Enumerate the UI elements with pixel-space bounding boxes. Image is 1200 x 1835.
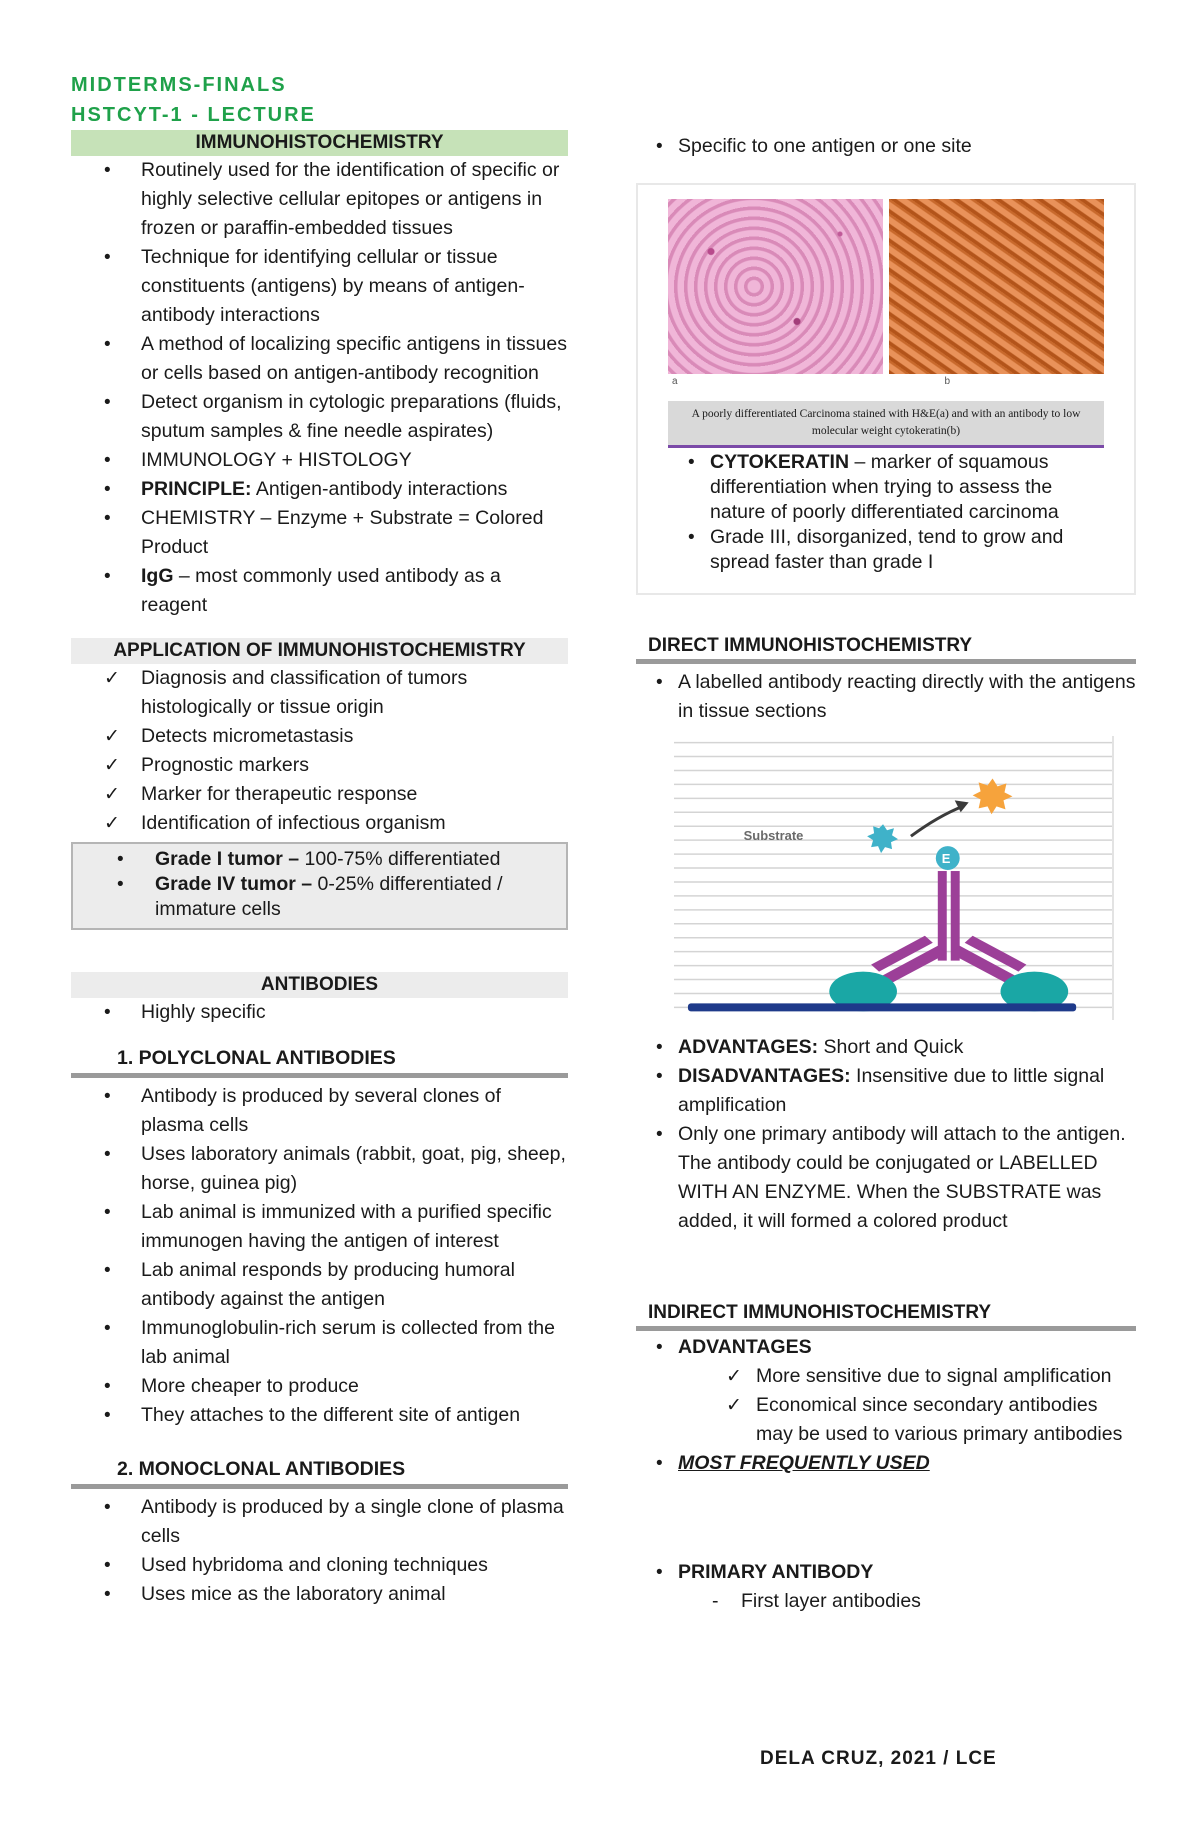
list-item: • Uses laboratory animals (rabbit, goat, pig, sheep, horse, guinea pig)	[71, 1140, 568, 1198]
cytokeratin-figure-box	[636, 183, 1136, 595]
list-item: • PRIMARY ANTIBODY	[636, 1558, 1136, 1587]
list-item: • Uses mice as the laboratory animal	[71, 1580, 568, 1609]
list-item: • More cheaper to produce	[71, 1372, 568, 1401]
list-item: • MOST FREQUENTLY USED	[636, 1449, 1136, 1478]
monoclonal-list	[71, 1493, 568, 1609]
right-column	[636, 130, 1136, 1616]
ihc-section-title: IMMUNOHISTOCHEMISTRY	[71, 130, 568, 156]
direct-ihc-title: DIRECT IMMUNOHISTOCHEMISTRY	[636, 633, 1136, 664]
list-item: • DISADVANTAGES: Insensitive due to little signal amplification	[636, 1062, 1136, 1120]
list-item: • Technique for identifying cellular or tissue constituents (antigens) by means of antigen-antibody interactions	[71, 243, 568, 330]
list-item: ✓ Identification of infectious organism	[71, 809, 568, 838]
indirect-advantages-sublist	[636, 1362, 1136, 1449]
list-item: • Specific to one antigen or one site	[636, 132, 1136, 161]
list-item: • CHEMISTRY – Enzyme + Substrate = Colored Product	[71, 504, 568, 562]
polyclonal-title: 1. POLYCLONAL ANTIBODIES	[71, 1041, 568, 1078]
antibodies-list	[71, 998, 568, 1027]
application-list	[71, 664, 568, 838]
figure-caption: A poorly differentiated Carcinoma stained with H&E(a) and with an antibody to low molecular weight cytokeratin(b)	[668, 401, 1104, 448]
direct-ihc-diagram	[674, 736, 1114, 1020]
list-item: ✓ Diagnosis and classification of tumors histologically or tissue origin	[71, 664, 568, 722]
left-column	[71, 130, 568, 1609]
panel-label-a: a	[672, 376, 678, 387]
list-item: • A labelled antibody reacting directly with the antigens in tissue sections	[636, 668, 1136, 726]
list-item: • Grade IV tumor – 0-25% differentiated / immature cells	[73, 872, 566, 922]
lecture-header: HSTCYT-1 - LECTURE	[71, 104, 316, 126]
list-item: • Highly specific	[71, 998, 568, 1027]
list-item: - First layer antibodies	[706, 1587, 1136, 1616]
antibodies-section-title: ANTIBODIES	[71, 972, 568, 998]
tumor-grade-box	[71, 842, 568, 930]
author-footer: DELA CRUZ, 2021 / LCE	[760, 1748, 997, 1769]
list-item: • Grade III, disorganized, tend to grow and spread faster than grade I	[668, 525, 1104, 575]
list-item: • Antibody is produced by several clones of plasma cells	[71, 1082, 568, 1140]
list-item: • Only one primary antibody will attach to the antigen. The antibody could be conjugated or LABELLED WITH AN ENZYME. When the SUBSTRATE was added, it will formed a colored product	[636, 1120, 1136, 1236]
list-item: • Routinely used for the identification of specific or highly selective cellular epitopes or antigens in frozen or paraffin-embedded tissues	[71, 156, 568, 243]
list-item: • ADVANTAGES	[636, 1333, 1136, 1362]
list-item: • ADVANTAGES: Short and Quick	[636, 1033, 1136, 1062]
list-item: • Lab animal responds by producing humoral antibody against the antigen	[71, 1256, 568, 1314]
list-item: ✓ Prognostic markers	[71, 751, 568, 780]
indirect-advantages-list	[636, 1333, 1136, 1362]
substrate-icon	[867, 824, 898, 853]
cytokeratin-list	[668, 450, 1104, 575]
list-item: ✓ More sensitive due to signal amplification	[706, 1362, 1136, 1391]
list-item: • Immunoglobulin-rich serum is collected from the lab animal	[71, 1314, 568, 1372]
antibody-icon	[871, 871, 1026, 987]
reaction-arrow	[911, 806, 963, 836]
list-item: ✓ Marker for therapeutic response	[71, 780, 568, 809]
list-item: • Antibody is produced by a single clone of plasma cells	[71, 1493, 568, 1551]
tissue-lines	[674, 743, 1112, 1008]
cytokeratin-stain-image	[889, 199, 1104, 374]
direct-intro-list	[636, 668, 1136, 726]
list-item: • They attaches to the different site of antigen	[71, 1401, 568, 1430]
substrate-label: Substrate	[743, 828, 804, 844]
he-stain-image	[668, 199, 883, 374]
tissue-micrograph	[668, 199, 1104, 374]
ihc-list	[71, 156, 568, 620]
most-used-list	[636, 1449, 1136, 1478]
enzyme-letter: E	[941, 851, 951, 867]
figure-panel-labels	[668, 374, 1104, 389]
polyclonal-list	[71, 1082, 568, 1430]
list-item: • A method of localizing specific antigens in tissues or cells based on antigen-antibody recognition	[71, 330, 568, 388]
list-item: • Lab animal is immunized with a purified specific immunogen having the antigen of interest	[71, 1198, 568, 1256]
tissue-section-bar	[688, 1003, 1076, 1011]
list-item: • Used hybridoma and cloning techniques	[71, 1551, 568, 1580]
list-item: • Grade I tumor – 100-75% differentiated	[73, 847, 566, 872]
list-item: ✓ Detects micrometastasis	[71, 722, 568, 751]
list-item: • CYTOKERATIN – marker of squamous differentiation when trying to assess the nature of poorly differentiated carcinoma	[668, 450, 1104, 525]
list-item: • PRINCIPLE: Antigen-antibody interactions	[71, 475, 568, 504]
specificity-list	[636, 132, 1136, 161]
panel-label-b: b	[944, 376, 950, 387]
list-item: • Detect organism in cytologic preparations (fluids, sputum samples & fine needle aspirates)	[71, 388, 568, 446]
list-item: • IgG – most commonly used antibody as a reagent	[71, 562, 568, 620]
course-header: MIDTERMS-FINALS	[71, 74, 287, 96]
application-section-title: APPLICATION OF IMMUNOHISTOCHEMISTRY	[71, 638, 568, 664]
direct-ihc-list	[636, 1033, 1136, 1236]
list-item: ✓ Economical since secondary antibodies may be used to various primary antibodies	[706, 1391, 1136, 1449]
list-item: • IMMUNOLOGY + HISTOLOGY	[71, 446, 568, 475]
primary-antibody-sublist	[636, 1587, 1136, 1616]
primary-antibody-list	[636, 1558, 1136, 1587]
monoclonal-title: 2. MONOCLONAL ANTIBODIES	[71, 1452, 568, 1489]
indirect-ihc-title: INDIRECT IMMUNOHISTOCHEMISTRY	[636, 1300, 1136, 1331]
